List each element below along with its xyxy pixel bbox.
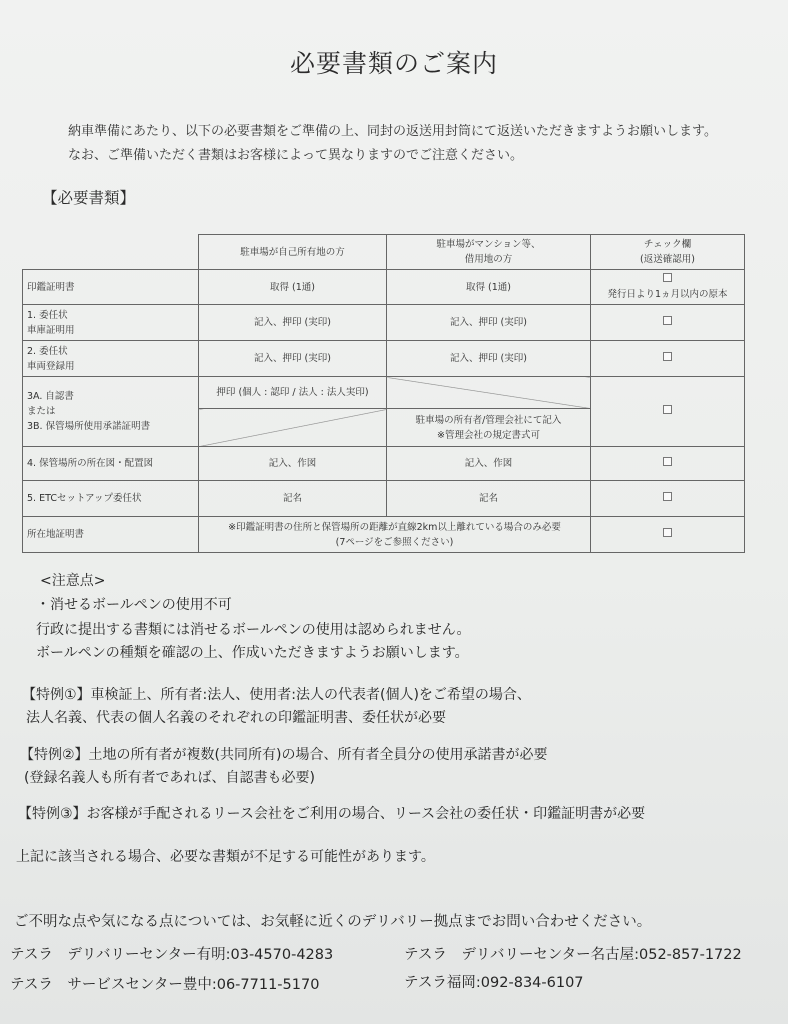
- proxy-reg-label2: 車両登録用: [27, 360, 75, 372]
- header-rented-line1: 駐車場がマンション等、: [436, 239, 541, 250]
- self-cert-label3: 3B. 保管場所使用承諾証明書: [27, 421, 151, 432]
- table-row: [23, 305, 745, 341]
- cell-inkan-rented: 取得 (1通): [387, 270, 591, 305]
- proxy-reg-label1: 2. 委任状: [27, 345, 68, 357]
- cell-proxy-cert-check: [591, 305, 745, 341]
- intro-text: [68, 120, 717, 168]
- checkbox-etc[interactable]: [663, 492, 672, 501]
- cell-proxy-cert-rented: 記入、押印 (実印): [387, 305, 591, 341]
- header-empty-cell: [23, 235, 199, 270]
- header-check-line2: (返送確認用): [640, 254, 695, 265]
- intro-line: 納車準備にあたり、以下の必要書類をご準備の上、同封の返送用封筒にて返送いただきますようお願いします。: [68, 124, 717, 139]
- pen-line1: 行政に提出する書類には消せるボールペンの使用は認められません。: [36, 622, 471, 638]
- cell-proxy-cert-own: 記入、押印 (実印): [199, 305, 387, 341]
- table-row: [23, 270, 745, 305]
- table-header-row: [23, 235, 745, 270]
- row-label-inkan: 印鑑証明書: [23, 270, 199, 305]
- checkbox-location[interactable]: [663, 528, 672, 537]
- cell-self-cert-own: 押印 (個人 : 認印 / 法人 : 法人実印): [199, 377, 387, 409]
- cell-location-check: [591, 517, 745, 553]
- cell-etc-own: 記名: [199, 481, 387, 517]
- cell-proxy-reg-own: 記入、押印 (実印): [199, 341, 387, 377]
- table-row: [23, 517, 745, 553]
- cell-map-rented: 記入、作図: [387, 447, 591, 481]
- row-label-proxy-cert: [23, 305, 199, 341]
- section-heading: 【必要書類】: [42, 189, 136, 207]
- page-title: 必要書類のご案内: [289, 49, 498, 78]
- table-row: [23, 481, 745, 517]
- table-row: [23, 341, 745, 377]
- contact-nagoya: テスラ デリバリーセンター名古屋:052-857-1722: [404, 947, 742, 963]
- cell-etc-check: [591, 481, 745, 517]
- header-rented-land: [387, 235, 591, 270]
- inkan-note: 発行日より1ヵ月以内の原本: [607, 289, 728, 300]
- cell-self-cert-rented-na: [387, 377, 591, 409]
- header-rented-line2: 借用地の方: [464, 254, 513, 265]
- self-cert-label2: または: [27, 406, 56, 417]
- row-label-etc: 5. ETCセットアップ委任状: [23, 481, 199, 517]
- contact-toyonaka: テスラ サービスセンター豊中:06-7711-5170: [10, 977, 320, 993]
- proxy-cert-label1: 1. 委任状: [27, 309, 68, 321]
- checkbox-inkan[interactable]: [663, 273, 672, 282]
- checkbox-proxy-reg[interactable]: [663, 352, 672, 361]
- cell-map-check: [591, 447, 745, 481]
- cell-self-cert-check: [591, 377, 745, 447]
- contact-ariake: テスラ デリバリーセンター有明:03-4570-4283: [10, 947, 334, 963]
- cell-location-note: [199, 517, 591, 553]
- self-cert-label1: 3A. 自認書: [27, 391, 74, 402]
- cell-self-cert-rented: [387, 409, 591, 447]
- required-documents-table: [22, 234, 745, 553]
- contact-fukuoka: テスラ福岡:092-834-6107: [404, 975, 584, 991]
- self-cert-rented-line1: 駐車場の所有者/管理会社にて記入: [415, 414, 562, 426]
- self-cert-rented-line2: ※管理会社の規定書式可: [437, 429, 540, 441]
- checkbox-map[interactable]: [663, 457, 672, 466]
- case2-line2: (登録名義人も所有者であれば、自認書も必要): [24, 770, 315, 786]
- contacts-lead: ご不明な点や気になる点については、お気軽に近くのデリバリー拠点までお問い合わせください。: [14, 914, 652, 930]
- case2-line1: 【特例②】土地の所有者が複数(共同所有)の場合、所有者全員分の使用承諾書が必要: [20, 747, 548, 763]
- row-label-proxy-reg: [23, 341, 199, 377]
- location-note-line1: ※印鑑証明書の住所と保管場所の距離が直線2km以上離れている場合のみ必要: [228, 521, 561, 533]
- cell-map-own: 記入、作図: [199, 447, 387, 481]
- cell-self-cert-own-na: [199, 409, 387, 447]
- cell-proxy-reg-check: [591, 341, 745, 377]
- warning-text: 上記に該当される場合、必要な書類が不足する可能性があります。: [16, 849, 435, 865]
- row-label-location: 所在地証明書: [23, 517, 199, 553]
- notes-heading: <注意点>: [40, 573, 106, 589]
- case1-line2: 法人名義、代表の個人名義のそれぞれの印鑑証明書、委任状が必要: [26, 710, 446, 726]
- case3: 【特例③】お客様が手配されるリース会社をご利用の場合、リース会社の委任状・印鑑証明書が必要: [18, 806, 646, 822]
- pen-line2: ボールペンの種類を確認の上、作成いただきますようお願いします。: [36, 645, 469, 661]
- cell-inkan-check: [591, 270, 745, 305]
- checkbox-self-cert[interactable]: [663, 405, 672, 414]
- location-note-line2: (7ページをご参照ください): [335, 536, 454, 548]
- header-check: [591, 235, 745, 270]
- table-row: [23, 377, 745, 409]
- pen-title: ・消せるボールペンの使用不可: [36, 597, 232, 613]
- table-row: [23, 447, 745, 481]
- header-own-land: 駐車場が自己所有地の方: [199, 235, 387, 270]
- checkbox-proxy-cert[interactable]: [663, 316, 672, 325]
- intro-line: なお、ご準備いただく書類はお客様によって異なりますのでご注意ください。: [68, 148, 524, 163]
- row-label-self-cert: [23, 377, 199, 447]
- cell-inkan-own: 取得 (1通): [199, 270, 387, 305]
- cell-proxy-reg-rented: 記入、押印 (実印): [387, 341, 591, 377]
- header-check-line1: チェック欄: [643, 239, 692, 250]
- row-label-map: 4. 保管場所の所在図・配置図: [23, 447, 199, 481]
- proxy-cert-label2: 車庫証明用: [27, 324, 75, 336]
- cell-etc-rented: 記名: [387, 481, 591, 517]
- case1-line1: 【特例①】車検証上、所有者:法人、使用者:法人の代表者(個人)をご希望の場合、: [22, 687, 531, 703]
